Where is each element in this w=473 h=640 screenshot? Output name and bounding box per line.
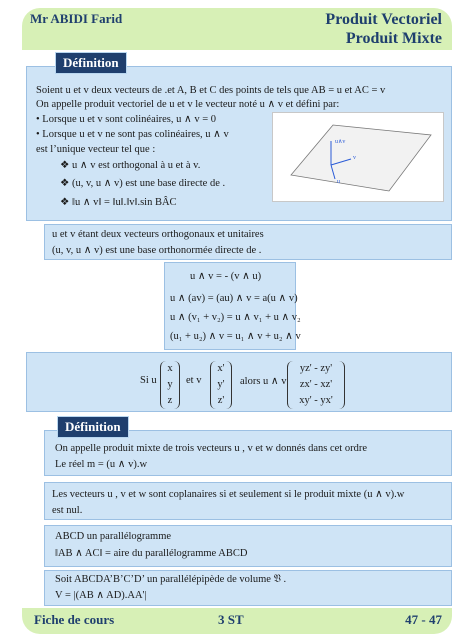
def1-line3: est l’unique vecteur tel que : [36,144,156,155]
coord-u-z: z [167,395,173,406]
property-distributive-left: (u₁ + u₂) ∧ v = u₁ ∧ v + u₂ ∧ v [170,331,301,342]
coord-u-x: x [167,363,173,374]
coord-cross-x: yz' - zy' [299,363,333,374]
coord-cross-z: xy' - yx' [299,395,333,406]
coord-v-y: y' [217,379,225,390]
coord-u-y: y [167,379,173,390]
def1-bullet1: • Lorsque u et v sont colinéaires, u ∧ v = 0 [36,114,216,125]
def1-line2: On appelle produit vectoriel de u et v le vecteur noté u ∧ v et défini par: [36,99,340,110]
coords-cross-column [287,361,345,409]
label-u: u [337,179,340,185]
plane-shape [291,125,431,191]
plane-diagram [273,113,445,203]
coplanar-line1: Les vecteurs u , v et w sont coplanaires si et seulement si le produit mixte (u ∧ v).w [52,489,405,500]
def1-line1: Soient u et v deux vecteurs de .et A, B et C des points de tels que AB = u et AC = v [36,85,386,96]
vector-plane-figure [272,112,444,202]
parallelogram-line2: ‖AB ∧ AC‖ = aire du parallélogramme ABCD [55,548,248,559]
ortho-line1: u et v étant deux vecteurs orthogonaux et unitaires [52,229,264,240]
def2-line1: On appelle produit mixte de trois vecteurs u , v et w donnés dans cet ordre [55,443,367,454]
page-title [325,10,442,48]
coords-v-column [210,361,232,409]
footer-page-number: 47 - 47 [405,612,442,627]
coord-v-z: z' [217,395,225,406]
coord-v-x: x' [217,363,225,374]
label-u-wedge-v: u∧v [335,139,346,145]
footer-class: 3 ST [218,612,244,627]
page-header [22,8,452,50]
title-line-1: Produit Vectoriel [325,11,442,28]
coord-cross-y: zx' - xz' [299,379,333,390]
coords-u-column [160,361,180,409]
coords-et-v: et v [186,375,202,386]
def1-item3: ❖ ‖u ∧ v‖ = ‖u‖.‖v‖.sin BÂC [60,197,177,208]
property-anticommutative: u ∧ v = - (v ∧ u) [190,271,262,282]
parallelepiped-line1: Soit ABCDA’B’C’D’ un parallélépipède de volume 𝔙 . [55,574,287,585]
def2-line2: Le réel m = (u ∧ v).w [55,459,148,470]
coplanar-line2: est nul. [52,505,83,516]
page-footer [22,608,452,634]
def1-bullet2: • Lorsque u et v ne sont pas colinéaires, u ∧ v [36,129,229,140]
footer-doc-type: Fiche de cours [34,612,115,627]
parallelepiped-line2: V = |(AB ∧ AD).AA'| [55,590,147,601]
def1-item1: ❖ u ∧ v est orthogonal à u et à v. [60,160,201,171]
definition-tag-2: Définition [57,416,129,438]
coords-si-u: Si u [140,375,157,386]
parallelogram-line1: ABCD un parallélogramme [55,531,172,542]
author-name: Mr ABIDI Farid [30,11,123,26]
coords-alors: alors u ∧ v [240,376,287,387]
property-distributive-right: u ∧ (v₁ + v₂) = u ∧ v₁ + u ∧ v₂ [170,312,301,323]
label-v: v [353,155,356,161]
title-line-2: Produit Mixte [345,30,442,47]
def1-item2: ❖ (u, v, u ∧ v) est une base directe de . [60,178,226,189]
ortho-line2: (u, v, u ∧ v) est une base orthonormée directe de . [52,245,262,256]
definition-tag-1: Définition [55,52,127,74]
coordinates-box [26,352,452,412]
property-scalar: u ∧ (av) = (au) ∧ v = a(u ∧ v) [170,293,298,304]
